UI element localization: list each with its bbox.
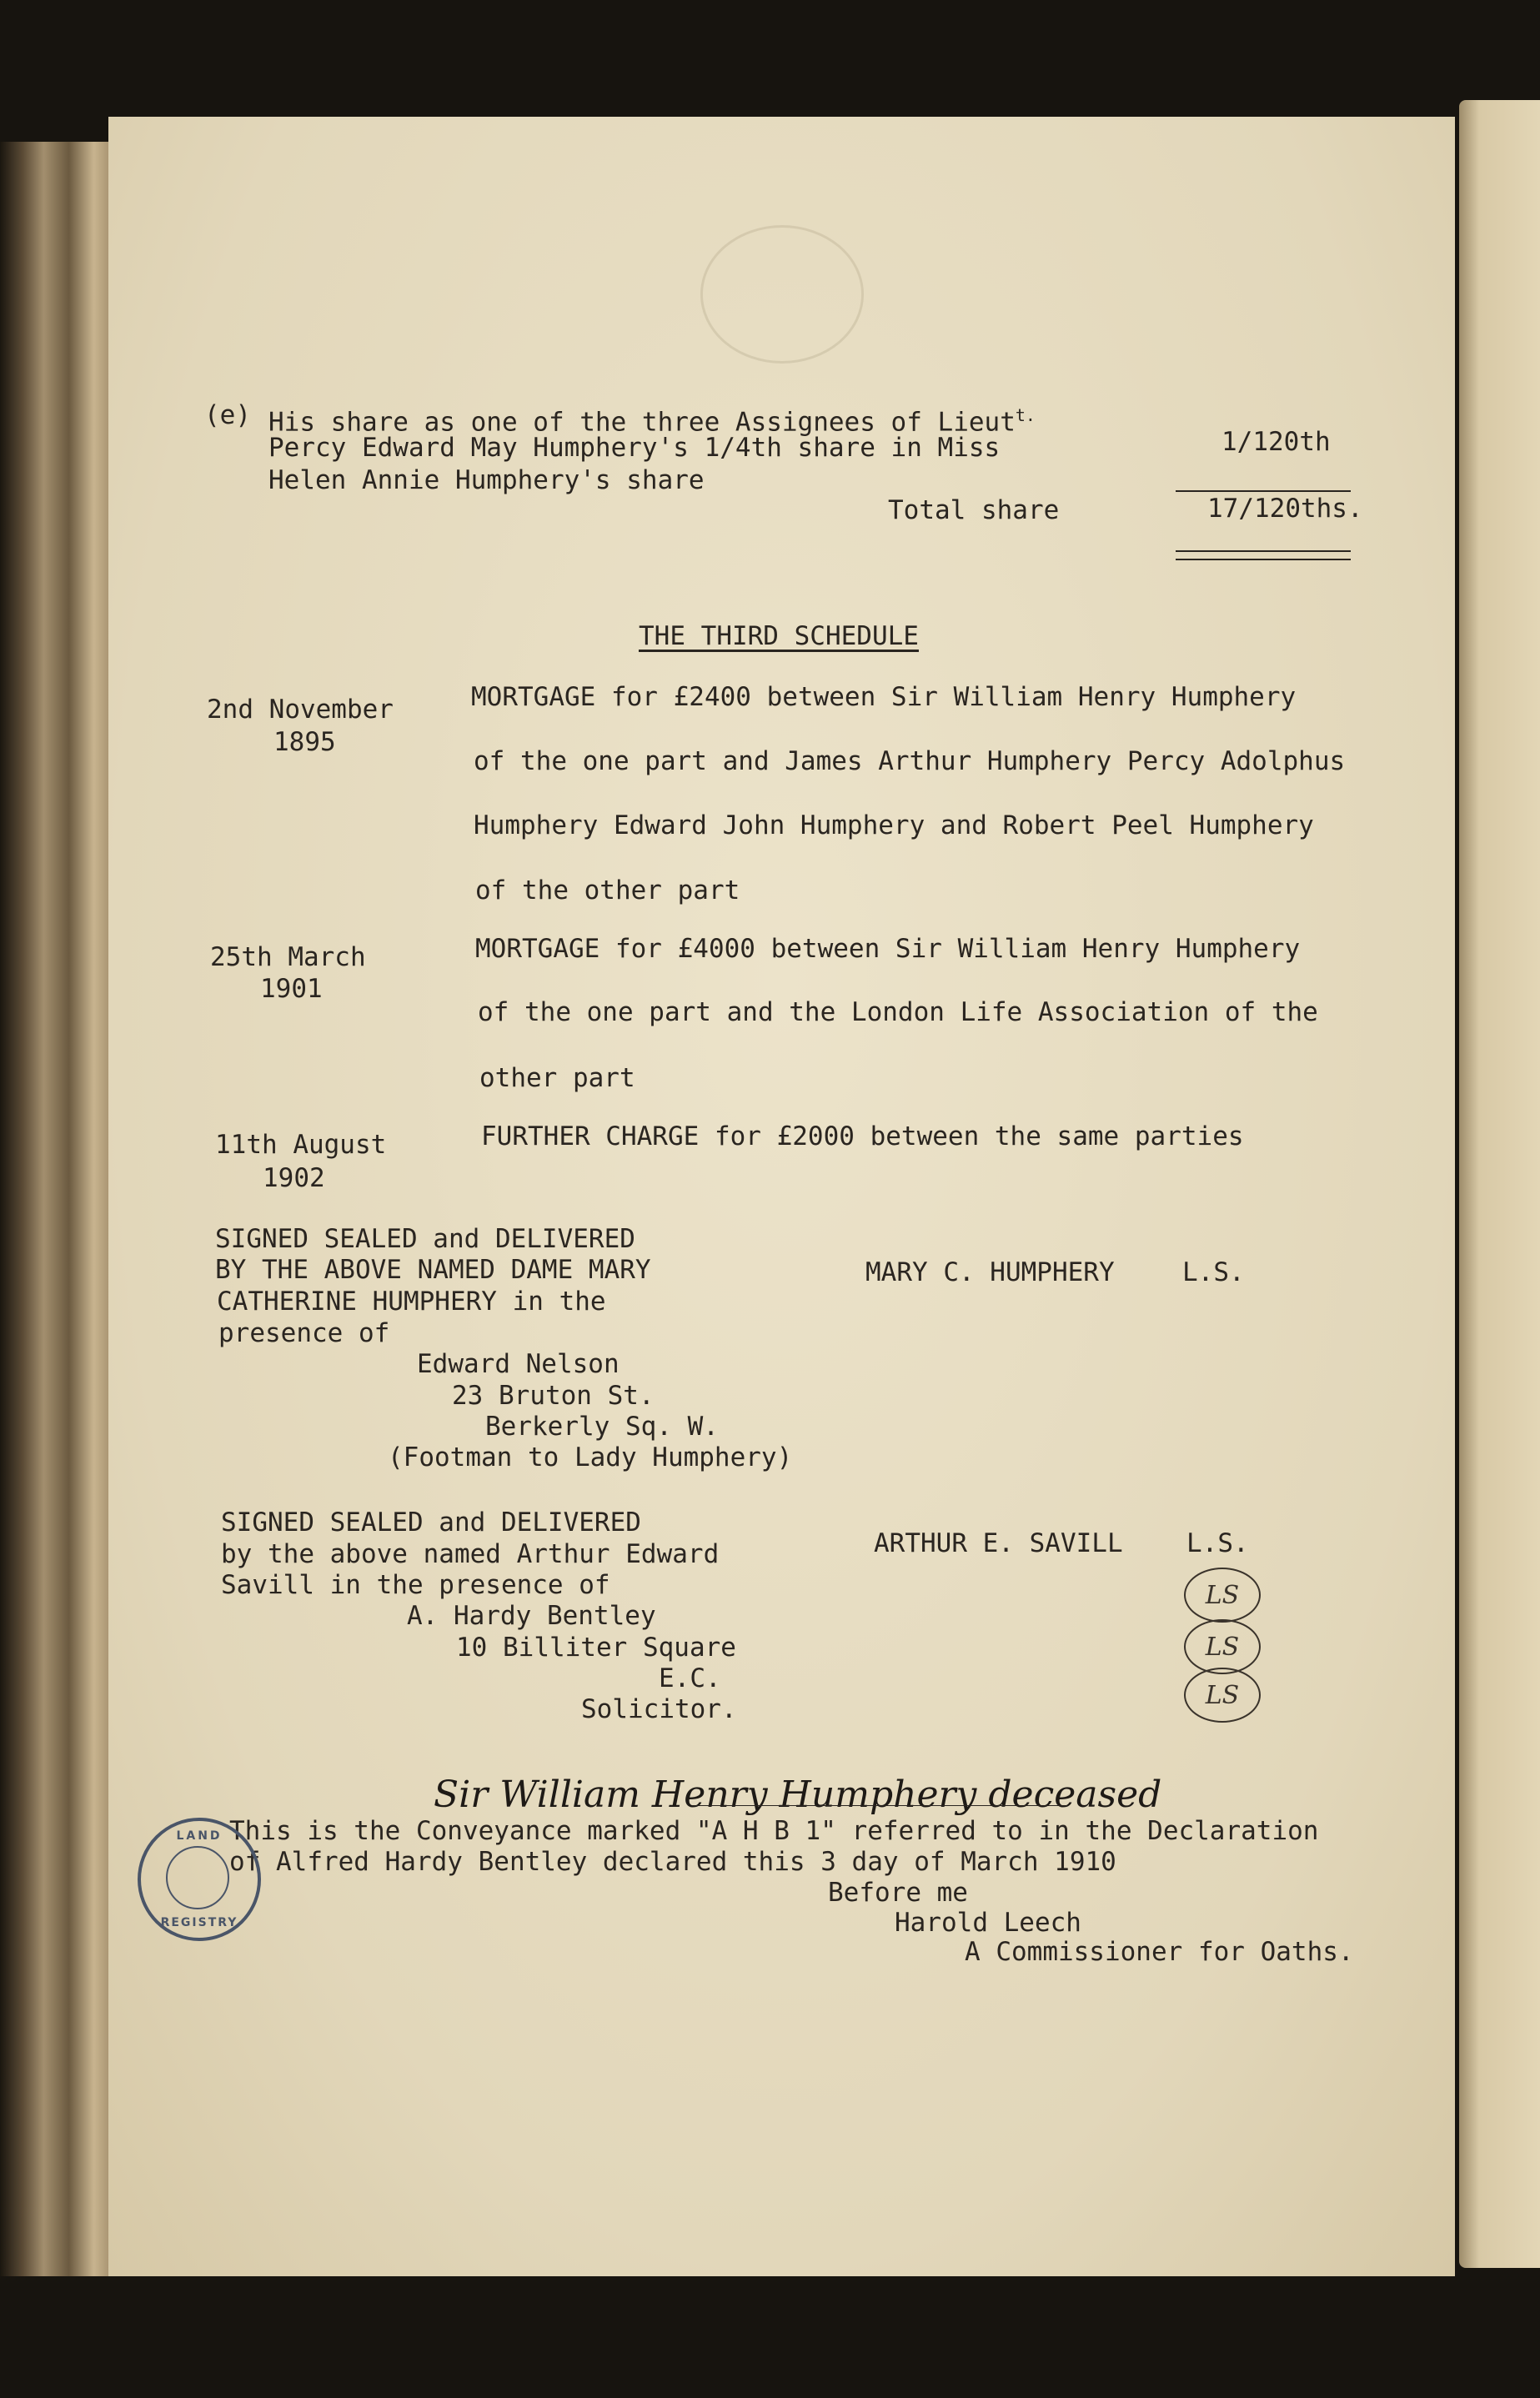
- schedule-1-line: Humphery Edward John Humphery and Robert Peel Humphery: [474, 810, 1314, 840]
- ls-seal: LS: [1184, 1568, 1261, 1623]
- total-share-value: 17/120ths.: [1207, 494, 1363, 524]
- signed-mary-line: BY THE ABOVE NAMED DAME MARY: [215, 1255, 651, 1285]
- declaration-line1: This is the Conveyance marked "A H B 1" referred to in the Declaration: [229, 1816, 1319, 1846]
- commissioner-name: Harold Leech: [895, 1908, 1081, 1938]
- land-registry-stamp: [138, 1818, 261, 1941]
- schedule-1-line: MORTGAGE for £2400 between Sir William Henry Humphery: [471, 682, 1297, 712]
- schedule-1-line: of the one part and James Arthur Humphery Percy Adolphus: [474, 746, 1346, 776]
- witness-arthur-line: 10 Billiter Square: [456, 1633, 736, 1663]
- ls-seal: LS: [1184, 1619, 1261, 1674]
- document-page: [108, 117, 1455, 2276]
- total-rule-top: [1176, 490, 1351, 492]
- signed-mary-line: CATHERINE HUMPHERY in the: [217, 1287, 606, 1317]
- facing-page-edge: [1459, 100, 1540, 2268]
- stamp-top-text: LAND: [176, 1829, 223, 1843]
- witness-arthur-line: A. Hardy Bentley: [407, 1601, 656, 1631]
- item-e-line1-text: His share as one of the three Assignees of Lieut: [268, 407, 1016, 438]
- total-share-label: Total share: [888, 495, 1060, 525]
- item-e-line3: Helen Annie Humphery's share: [268, 465, 705, 495]
- schedule-3-date: 11th August: [215, 1130, 387, 1160]
- schedule-2-date: 25th March: [210, 942, 366, 972]
- signed-mary-line: SIGNED SEALED and DELIVERED: [215, 1224, 635, 1254]
- schedule-3-year: 1902: [263, 1163, 325, 1193]
- schedule-2-year: 1901: [260, 974, 323, 1004]
- witness-arthur-line: Solicitor.: [581, 1694, 737, 1724]
- signed-arthur-line: Savill in the presence of: [221, 1570, 610, 1600]
- schedule-3-line: FURTHER CHARGE for £2000 between the same parties: [481, 1121, 1244, 1151]
- ls-arthur: L.S.: [1186, 1528, 1249, 1558]
- item-e-fraction: 1/120th: [1221, 427, 1331, 457]
- total-rule-double-1: [1176, 550, 1351, 552]
- stamp-bottom-text: REGISTRY: [160, 1916, 238, 1929]
- signatory-mary: MARY C. HUMPHERY: [865, 1257, 1115, 1287]
- schedule-1-date: 2nd November: [207, 695, 394, 725]
- witness-mary-line: Berkerly Sq. W.: [485, 1412, 719, 1442]
- ls-mary: L.S.: [1182, 1257, 1245, 1287]
- total-rule-double-2: [1176, 559, 1351, 560]
- handwritten-underline: [692, 1805, 1067, 1806]
- schedule-2-line: MORTGAGE for £4000 between Sir William Henry Humphery: [475, 934, 1301, 964]
- witness-mary-line: (Footman to Lady Humphery): [388, 1442, 793, 1472]
- signatory-arthur: ARTHUR E. SAVILL: [874, 1528, 1123, 1558]
- handwritten-note: Sir William Henry Humphery deceased: [434, 1773, 1162, 1816]
- item-e-line2: Percy Edward May Humphery's 1/4th share in Miss: [268, 433, 1001, 463]
- before-me: Before me: [828, 1878, 968, 1908]
- third-schedule-heading: THE THIRD SCHEDULE: [639, 621, 919, 651]
- schedule-1-line: of the other part: [475, 875, 740, 906]
- embossed-crest: [700, 225, 864, 364]
- item-e-line1-sup: t.: [1015, 405, 1036, 425]
- book-page-edges: [0, 142, 125, 2276]
- signed-mary-line: presence of: [218, 1318, 390, 1348]
- witness-arthur-line: E.C.: [659, 1663, 721, 1693]
- commissioner-title: A Commissioner for Oaths.: [965, 1937, 1354, 1967]
- stamp-inner-circle: [166, 1846, 229, 1909]
- schedule-2-line: other part: [479, 1063, 635, 1093]
- signed-arthur-line: SIGNED SEALED and DELIVERED: [221, 1508, 641, 1538]
- item-e-label: (e): [204, 400, 251, 430]
- witness-mary-line: Edward Nelson: [417, 1349, 620, 1379]
- ls-seal: LS: [1184, 1668, 1261, 1723]
- schedule-2-line: of the one part and the London Life Association of the: [478, 997, 1318, 1027]
- schedule-1-year: 1895: [273, 727, 336, 757]
- witness-mary-line: 23 Bruton St.: [452, 1381, 655, 1411]
- signed-arthur-line: by the above named Arthur Edward: [221, 1539, 720, 1569]
- declaration-line2: of Alfred Hardy Bentley declared this 3 day of March 1910: [229, 1847, 1116, 1877]
